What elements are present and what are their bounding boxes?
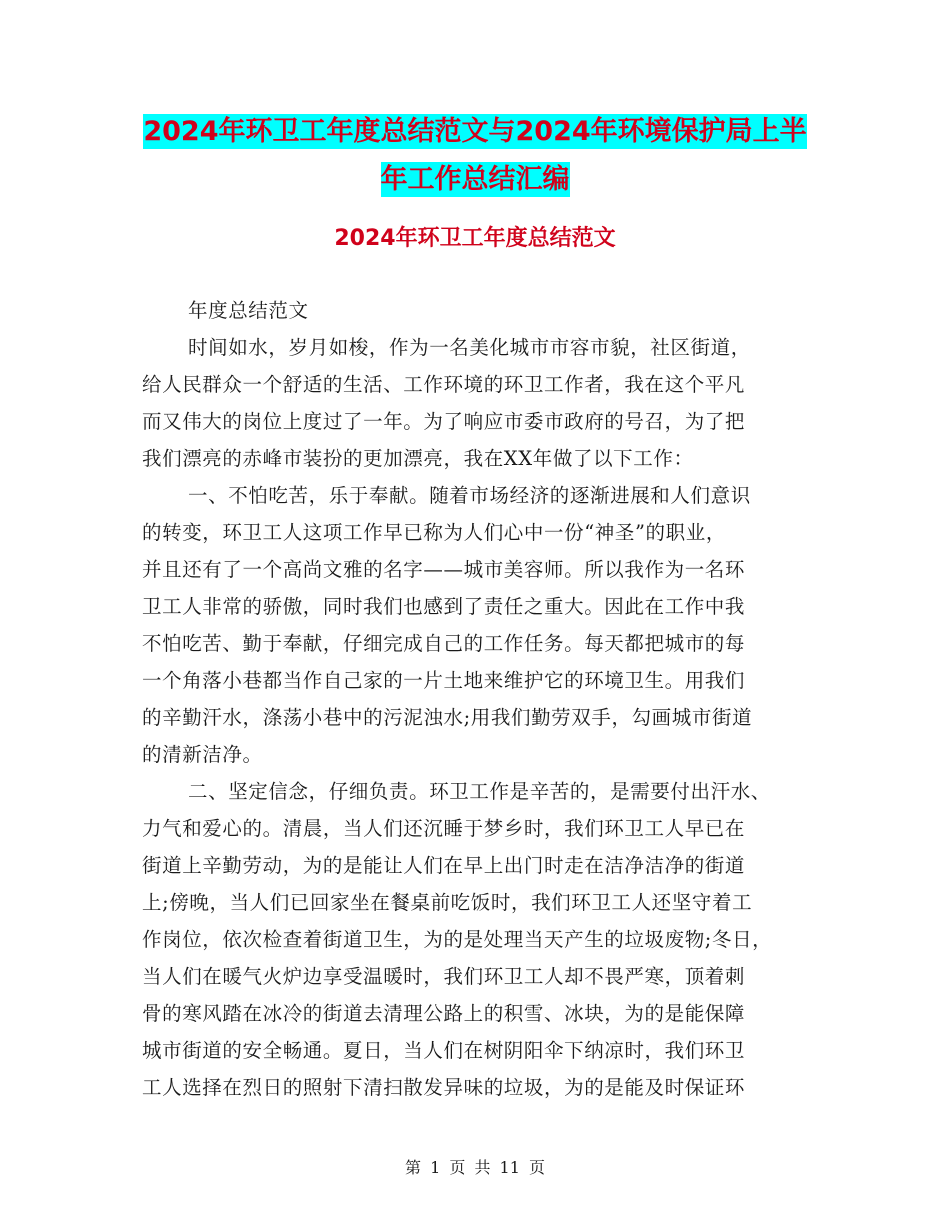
text-line: 的辛勤汗水，涤荡小巷中的污泥浊水;用我们勤劳双手，勾画城市街道 [142, 706, 753, 729]
text-line: 的清新洁净。 [142, 743, 263, 766]
section-title: 2024年环卫工年度总结范文 [334, 226, 616, 251]
text-line: 力气和爱心的。清晨，当人们还沉睡于梦乡时，我们环卫工人早已在 [142, 817, 746, 840]
text-line: 卫工人非常的骄傲，同时我们也感到了责任之重大。因此在工作中我 [142, 595, 746, 618]
text-line: 给人民群众一个舒适的生活、工作环境的环卫工作者，我在这个平凡 [142, 373, 746, 396]
text-line: 并且还有了一个高尚文雅的名字——城市美容师。所以我作为一名环 [142, 558, 746, 581]
page-footer: 第 1 页 共 11 页 [405, 1158, 545, 1177]
text-line: 年度总结范文 [188, 299, 309, 322]
text-line: 时间如水，岁月如梭，作为一名美化城市市容市貌，社区街道， [188, 336, 751, 359]
text-line: 而又伟大的岗位上度过了一年。为了响应市委市政府的号召，为了把 [142, 410, 746, 433]
text-line: 二、坚定信念，仔细负责。环卫工作是辛苦的，是需要付出汗水、 [188, 780, 771, 803]
text-line: 的转变，环卫工人这项工作早已称为人们心中一份“神圣”的职业， [142, 521, 726, 544]
text-line: 当人们在暖气火炉边享受温暖时，我们环卫工人却不畏严寒，顶着刺 [142, 965, 746, 988]
text-line: 一、不怕吃苦，乐于奉献。随着市场经济的逐渐进展和人们意识 [188, 484, 751, 507]
text-line: 上;傍晚，当人们已回家坐在餐桌前吃饭时，我们环卫工人还坚守着工 [142, 891, 753, 914]
title-line-2: 年工作总结汇编 [380, 164, 570, 195]
text-line: 一个角落小巷都当作自己家的一片土地来维护它的环境卫生。用我们 [142, 669, 746, 692]
body-text [142, 292, 822, 1106]
text-line: 工人选择在烈日的照射下清扫散发异味的垃圾，为的是能及时保证环 [142, 1076, 746, 1099]
text-line: 我们漂亮的赤峰市装扮的更加漂亮，我在XX年做了以下工作： [142, 447, 694, 470]
title-line-1: 2024年环卫工年度总结范文与2024年环境保护局上半 [143, 116, 807, 147]
text-line: 作岗位，依次检查着街道卫生，为的是处理当天产生的垃圾废物;冬日， [142, 928, 773, 951]
document-title [130, 108, 820, 204]
text-line: 骨的寒风踏在冰冷的街道去清理公路上的积雪、冰块，为的是能保障 [142, 1002, 746, 1025]
text-line: 街道上辛勤劳动，为的是能让人们在早上出门时走在洁净洁净的街道 [142, 854, 746, 877]
text-line: 城市街道的安全畅通。夏日，当人们在树阴阳伞下纳凉时，我们环卫 [142, 1039, 746, 1062]
text-line: 不怕吃苦、勤于奉献，仔细完成自己的工作任务。每天都把城市的每 [142, 632, 746, 655]
